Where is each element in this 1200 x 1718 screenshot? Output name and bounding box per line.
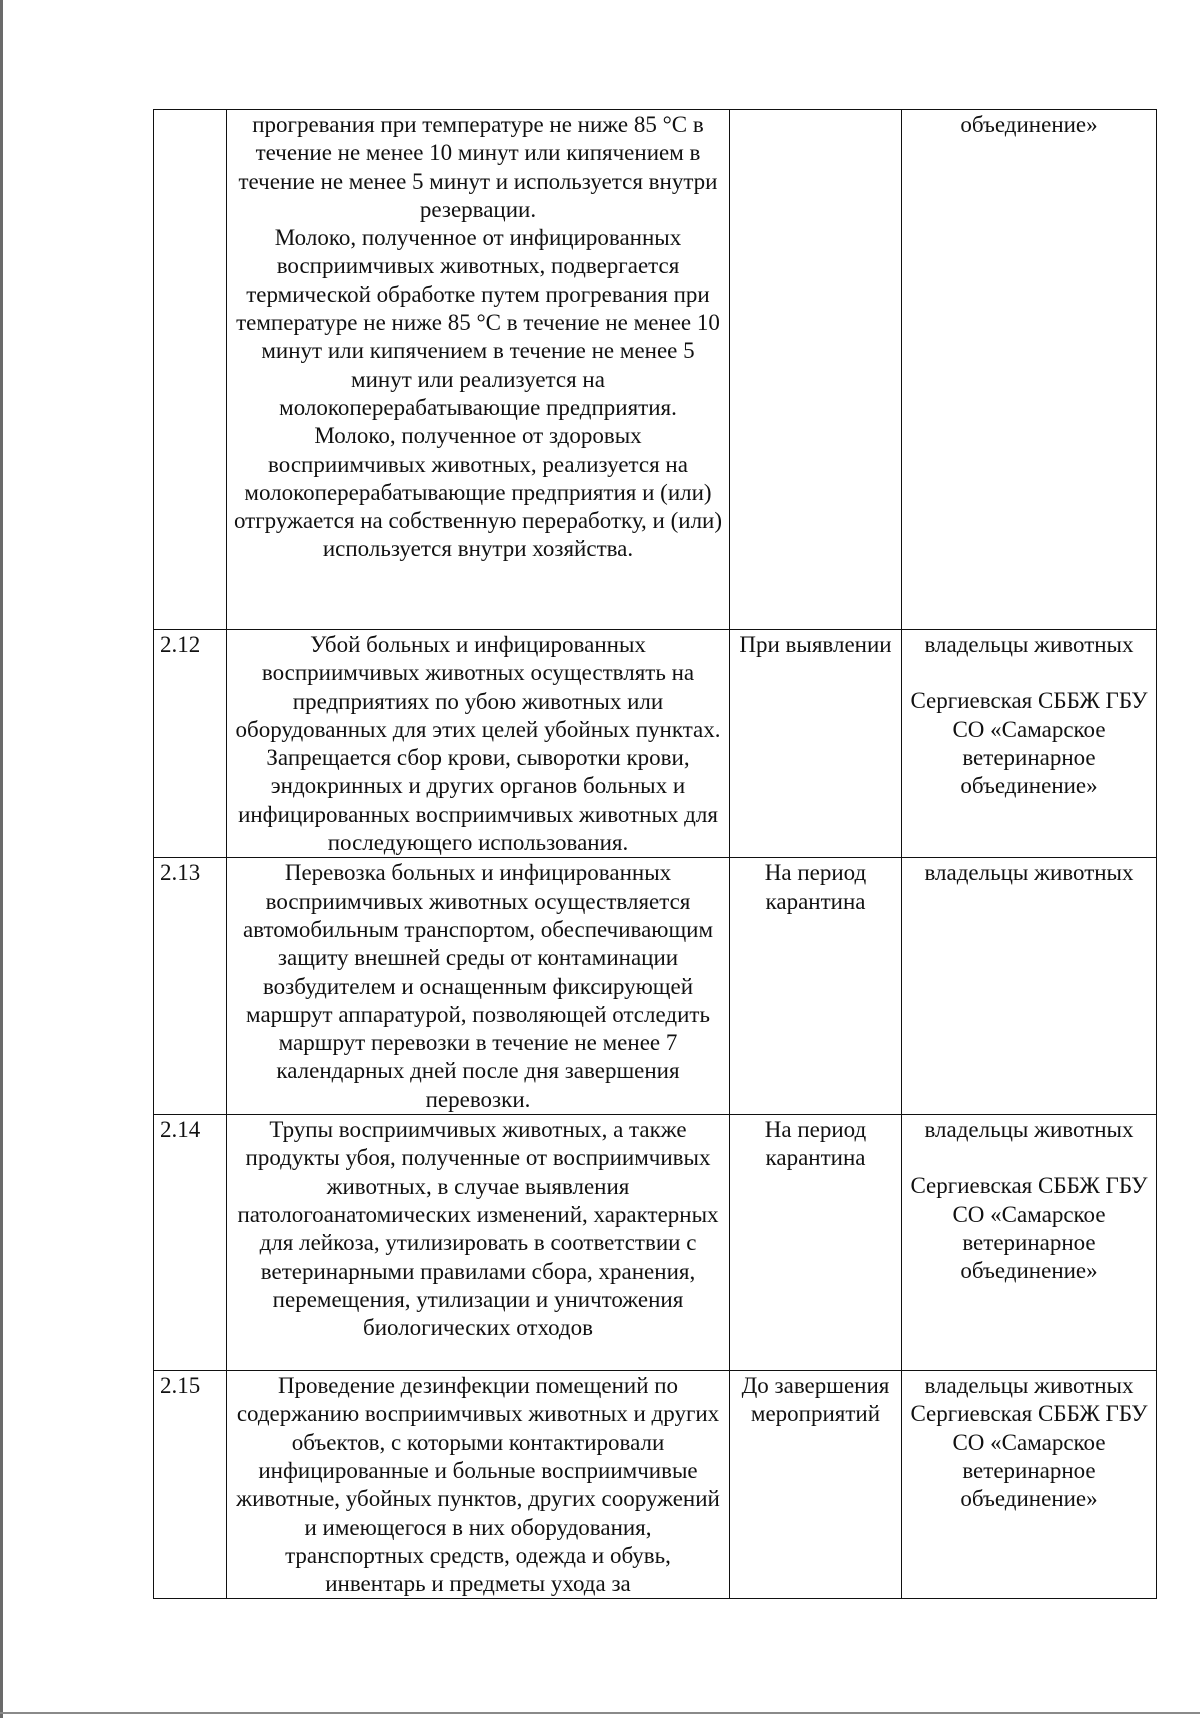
measures-table bbox=[153, 109, 1157, 1599]
measure-text bbox=[227, 1371, 730, 1599]
responsible-line: владельцы животных Сергиевская СББЖ ГБУ СО «Самарское ветеринарное объединение» bbox=[910, 1373, 1148, 1512]
table-row bbox=[154, 630, 1157, 858]
responsible-line: владельцы животных bbox=[924, 860, 1134, 886]
term-cell: При выявлении bbox=[730, 630, 902, 858]
measure-paragraph: Молоко, полученное от здоровых восприимчивых животных, реализуется на молокоперерабатывающие предприятия и (или) отгружается на собственную переработку, и (или) используется внутри хозяйства. bbox=[233, 423, 723, 562]
measure-paragraph: Трупы восприимчивых животных, а также продукты убоя, полученные от восприимчивых животных, в случае выявления патологоанатомических изменений, характерных для лейкоза, утилизировать в соответствии с ветеринарными правилами сбора, хранения, перемещения, утилизации и уничтожения биологических отходов bbox=[237, 1117, 719, 1341]
measure-paragraph: Перевозка больных и инфицированных восприимчивых животных осуществляется автомобильным транспортом, обеспечивающим защиту внешней среды от контаминации возбудителем и оснащенным фиксирующей маршрут аппаратурой, позволяющей отследить маршрут перевозки в течение не менее 7 календарных дней после дня завершения перевозки. bbox=[242, 860, 714, 1112]
table-row bbox=[154, 1371, 1157, 1599]
measure-paragraph: прогревания при температуре не ниже 85 °С в течение не менее 10 минут или кипячением в течение не менее 5 минут и используется внутри резервации. bbox=[238, 112, 718, 222]
table-row bbox=[154, 858, 1157, 1115]
scan-left-edge bbox=[0, 0, 3, 1718]
responsible-cell bbox=[902, 1115, 1157, 1371]
row-number: 2.13 bbox=[154, 858, 227, 1115]
row-number: 2.15 bbox=[154, 1371, 227, 1599]
scan-bottom-edge bbox=[0, 1712, 1200, 1714]
responsible-cell bbox=[902, 630, 1157, 858]
measure-paragraph: Проведение дезинфекции помещений по содержанию восприимчивых животных и других объектов, с которыми контактировали инфицированные и больные восприимчивые животные, убойных пунктов, других сооружений и имеющегося в них оборудования, транспортных средств, одежда и обувь, инвентарь и предметы ухода за bbox=[236, 1373, 720, 1597]
measure-paragraph: Молоко, полученное от инфицированных восприимчивых животных, подвергается термической обработке путем прогревания при температуре не ниже 85 °С в течение не менее 10 минут или кипячением в течение не менее 5 минут или реализуется на молокоперерабатывающие предприятия. bbox=[236, 225, 720, 420]
table-row bbox=[154, 1115, 1157, 1371]
measure-text bbox=[227, 110, 730, 630]
responsible-cell bbox=[902, 1371, 1157, 1599]
responsible-line: Сергиевская СББЖ ГБУ СО «Самарское ветеринарное объединение» bbox=[910, 688, 1148, 799]
term-cell: На период карантина bbox=[730, 1115, 902, 1371]
responsible-line: владельцы животных bbox=[924, 632, 1134, 657]
term-cell: На период карантина bbox=[730, 858, 902, 1115]
responsible-line: объединение» bbox=[960, 112, 1098, 137]
responsible-line: Сергиевская СББЖ ГБУ СО «Самарское ветеринарное объединение» bbox=[910, 1173, 1148, 1284]
responsible-line: владельцы животных bbox=[924, 1117, 1134, 1143]
table-row bbox=[154, 110, 1157, 630]
row-number: 2.12 bbox=[154, 630, 227, 858]
row-number: 2.14 bbox=[154, 1115, 227, 1371]
responsible-cell bbox=[902, 110, 1157, 630]
term-cell: До завершения мероприятий bbox=[730, 1371, 902, 1599]
term-cell bbox=[730, 110, 902, 630]
responsible-cell bbox=[902, 858, 1157, 1115]
measure-paragraph: Убой больных и инфицированных восприимчивых животных осуществлять на предприятиях по убою животных или оборудованных для этих целей убойных пунктах. Запрещается сбор крови, сыворотки крови, эндокринных и других органов больных и инфицированных восприимчивых животных для последующего использования. bbox=[235, 632, 721, 856]
measure-text bbox=[227, 1115, 730, 1371]
row-number bbox=[154, 110, 227, 630]
measure-text bbox=[227, 858, 730, 1115]
measure-text bbox=[227, 630, 730, 858]
